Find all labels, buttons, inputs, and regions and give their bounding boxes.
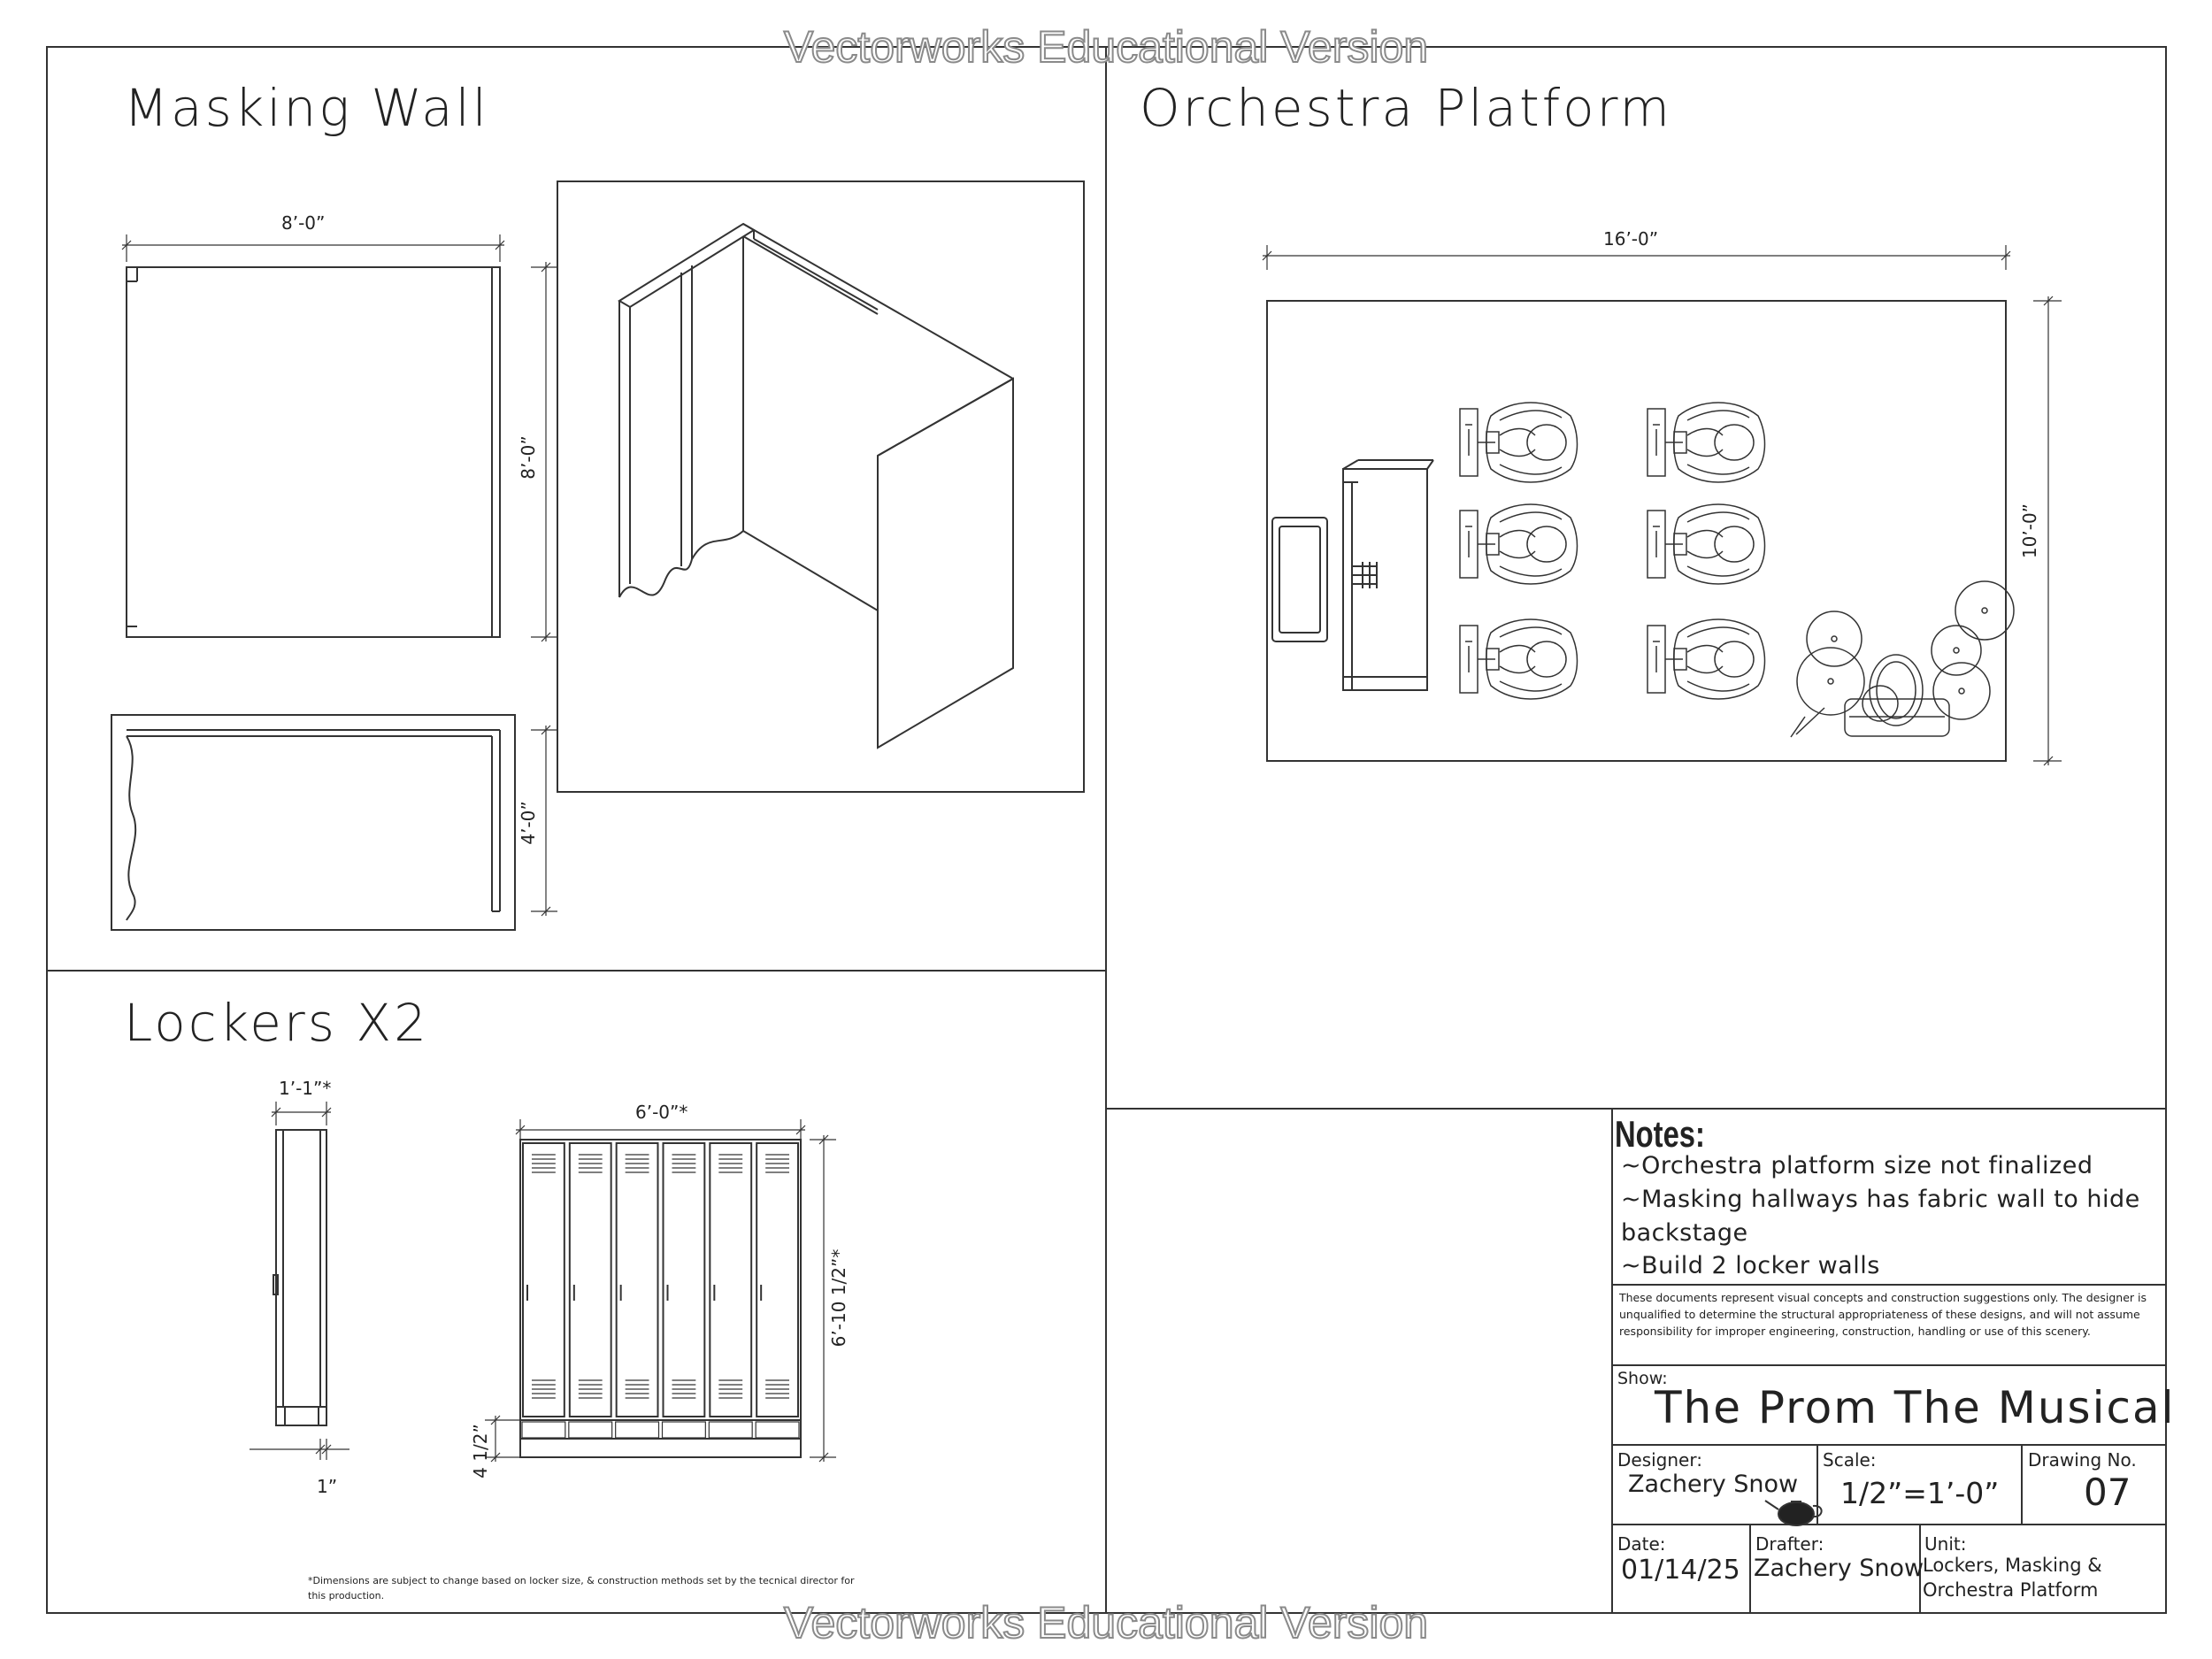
scale-label: Scale: — [1823, 1449, 1877, 1471]
note-line-1: ~Orchestra platform size not finalized — [1621, 1152, 2093, 1179]
dim-label-locker-side-depth: 1’-1”* — [279, 1078, 332, 1099]
dim-label-locker-front-width: 6’-0”* — [635, 1102, 688, 1123]
musician-seat — [1647, 619, 1765, 699]
masking-wall-isometric — [557, 181, 1084, 792]
dim-label-locker-front-height: 6’-10 1/2”* — [828, 1248, 849, 1348]
locker-door — [569, 1143, 612, 1438]
notes-heading: Notes: — [1615, 1113, 1705, 1155]
dim-label-locker-side-bottom: 1” — [317, 1476, 338, 1497]
note-line-3: backstage — [1621, 1219, 1748, 1247]
locker-door — [756, 1143, 799, 1438]
drafter-label: Drafter: — [1755, 1533, 1824, 1555]
musician-seat — [1460, 619, 1578, 699]
drum-kit — [1791, 581, 2014, 737]
unit-label: Unit: — [1924, 1533, 1967, 1555]
dim-label-platform-depth: 10’-0” — [2019, 503, 2040, 559]
date-value: 01/14/25 — [1621, 1555, 1740, 1586]
teapot-icon — [1765, 1501, 1822, 1525]
designer-label: Designer: — [1617, 1449, 1702, 1471]
note-line-2: ~Masking hallways has fabric wall to hide — [1621, 1186, 2140, 1213]
musician-seat — [1647, 504, 1765, 584]
title-block — [1612, 1109, 2166, 1613]
designer-name: Zachery Snow — [1628, 1471, 1799, 1498]
locker-footnote: *Dimensions are subject to change based on locker size, & construction methods set by the tecnical director for this production. — [308, 1575, 855, 1601]
dim-label-masking-width: 8’-0” — [281, 212, 326, 234]
dim-locker-side-bottom — [250, 1439, 349, 1460]
locker-side-view — [273, 1130, 326, 1425]
watermark-top: Vectorworks Educational Version — [783, 22, 1429, 72]
orchestra-platform-title: Orchestra Platform — [1140, 78, 1672, 138]
piano — [1272, 460, 1433, 690]
date-label: Date: — [1617, 1533, 1666, 1555]
musician-seat — [1460, 504, 1578, 584]
dim-locker-side-depth — [272, 1102, 331, 1125]
unit-line-2: Orchestra Platform — [1923, 1579, 2099, 1601]
disclaimer: These documents represent visual concepts and construction suggestions only. The designer is unqualified to determine the structural appropriateness of these designs, and will not assume responsibility for improper engineering, construction, handling or use of this scenery. — [1619, 1291, 2147, 1338]
dim-label-masking-height: 8’-0” — [518, 435, 539, 480]
locker-door — [709, 1143, 752, 1438]
locker-door — [522, 1143, 565, 1438]
scale-value: 1/2”=1’-0” — [1840, 1476, 2000, 1510]
locker-door — [616, 1143, 659, 1438]
musician-seat — [1647, 403, 1765, 482]
musicians — [1460, 403, 1765, 699]
dim-label-masking-depth: 4’-0” — [518, 801, 539, 845]
unit-line-1: Lockers, Masking & — [1923, 1555, 2102, 1576]
drawing-no-label: Drawing No. — [2028, 1449, 2137, 1471]
dim-label-platform-width: 16’-0” — [1603, 228, 1659, 250]
dim-masking-width — [122, 234, 504, 262]
masking-wall-title: Masking Wall — [124, 78, 489, 138]
drawing-no-value: 07 — [2084, 1471, 2131, 1514]
orchestra-platform-plan — [1267, 301, 2006, 761]
dim-label-locker-base: 4 1/2” — [470, 1424, 491, 1479]
show-label: Show: — [1617, 1369, 1668, 1388]
locker-front-view — [520, 1140, 801, 1457]
watermark-bottom: Vectorworks Educational Version — [783, 1598, 1429, 1647]
show-name: The Prom The Musical — [1655, 1382, 2176, 1433]
masking-wall-plan — [111, 715, 515, 930]
locker-door — [663, 1143, 706, 1438]
masking-wall-elevation — [127, 267, 500, 637]
drafter-name: Zachery Snow — [1754, 1555, 1924, 1582]
note-line-4: ~Build 2 locker walls — [1621, 1252, 1880, 1279]
musician-seat — [1460, 403, 1578, 482]
lockers-title: Lockers X2 — [124, 993, 430, 1053]
